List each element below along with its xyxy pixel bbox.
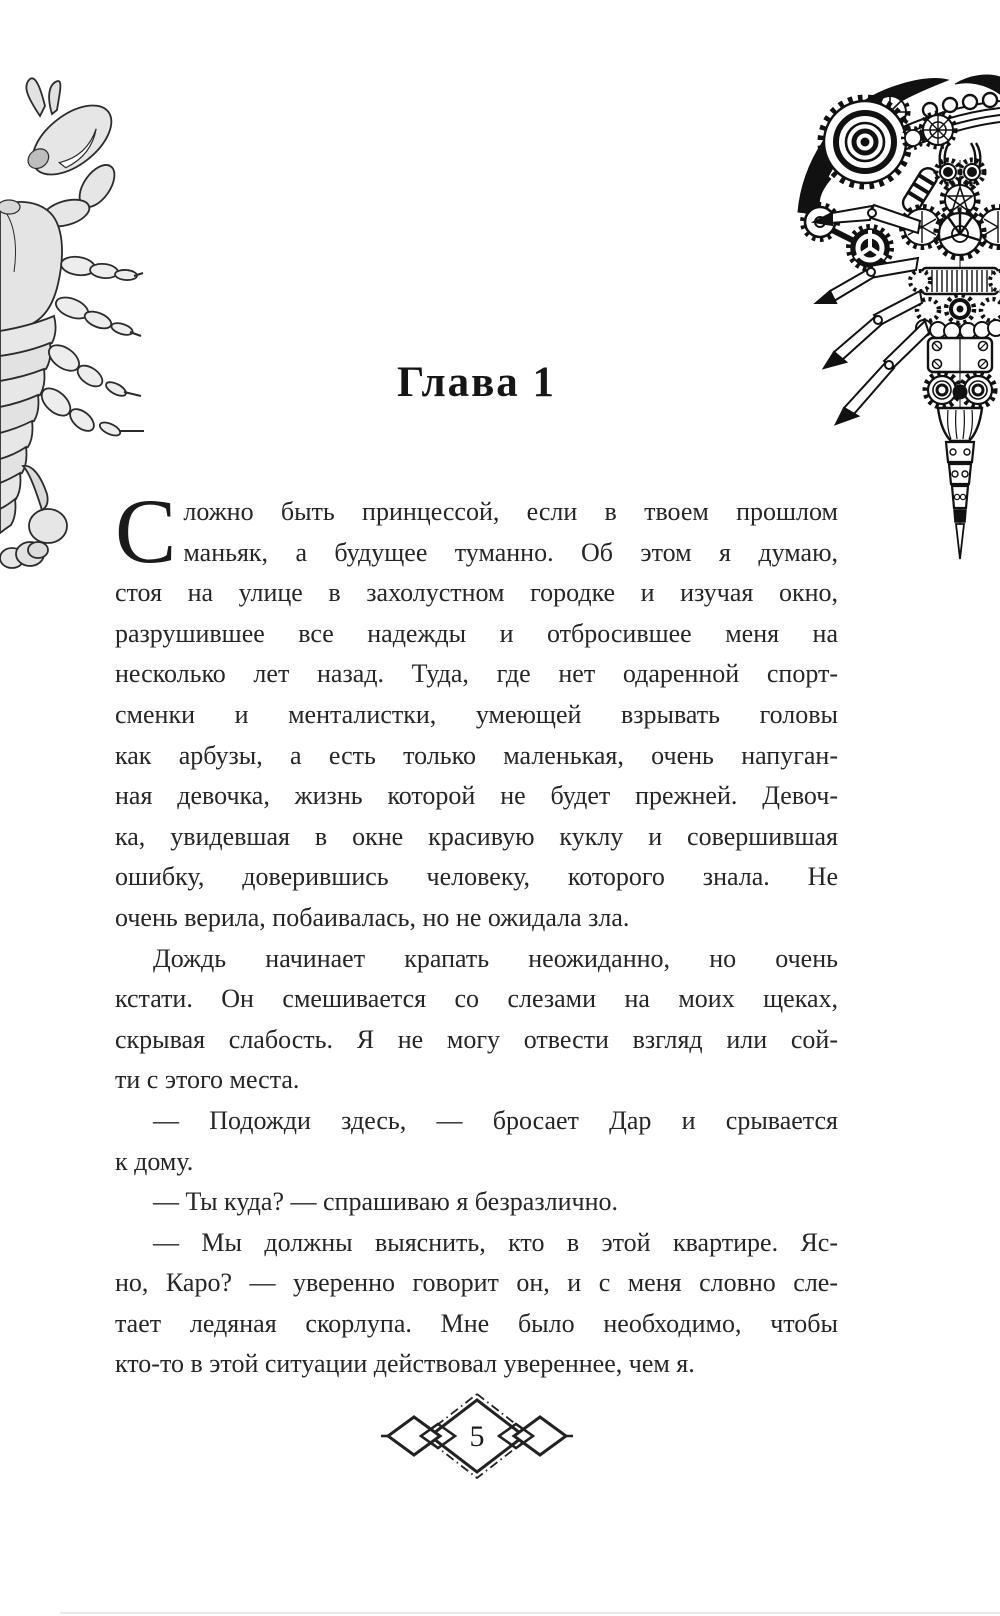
text-line: очень верила, побаивалась, но не ожидала зла. bbox=[115, 902, 630, 932]
text-line: разрушившее все надежды и отбросившее меня на bbox=[115, 618, 838, 648]
text-line: ошибку, доверившись человеку, которого знала. Не bbox=[115, 862, 838, 892]
paragraph bbox=[115, 1101, 838, 1182]
text-line: — Ты куда? — спрашиваю я безразлично. bbox=[153, 1187, 618, 1217]
text-line: тает ледяная скорлупа. Мне было необходимо, чтобы bbox=[115, 1308, 838, 1338]
chapter-title: Глава 1 bbox=[396, 359, 557, 406]
text-line: стоя на улице в захолустном городке и изучая окно, bbox=[115, 578, 838, 608]
text-line: маньяк, а будущее туманно. Об этом я думаю, bbox=[183, 537, 838, 567]
page-bottom-edge bbox=[60, 1612, 1000, 1614]
paragraph bbox=[115, 480, 838, 939]
text-line: ная девочка, жизнь которой не будет прежней. Девоч- bbox=[115, 781, 838, 811]
paragraph bbox=[115, 939, 838, 1101]
text-line: несколько лет назад. Туда, где нет одаренной спорт- bbox=[115, 659, 838, 689]
text-line: кто-то в этой ситуации действовал увереннее, чем я. bbox=[115, 1349, 695, 1379]
text-line: — Мы должны выяснить, кто в этой квартире. Яс- bbox=[153, 1227, 838, 1257]
drop-cap: С bbox=[115, 480, 177, 582]
text-line: скрывая слабость. Я не могу отвести взгляд или сой- bbox=[115, 1024, 838, 1054]
text-line: — Подожди здесь, — бросает Дар и срывается bbox=[153, 1105, 838, 1135]
paragraph bbox=[115, 1223, 838, 1385]
text-line: Дождь начинает крапать неожиданно, но очень bbox=[153, 943, 838, 973]
text-line: но, Каро? — уверенно говорит он, и с меня словно сле- bbox=[115, 1268, 838, 1298]
paragraph bbox=[115, 1182, 838, 1223]
text-line: ка, увидевшая в окне красивую куклу и совершившая bbox=[115, 821, 838, 851]
text-line: ти с этого места. bbox=[115, 1065, 300, 1095]
body-text bbox=[115, 480, 838, 1385]
text-line: ложно быть принцессой, если в твоем прошлом bbox=[183, 497, 838, 526]
text-line: кстати. Он смешивается со слезами на моих щеках, bbox=[115, 984, 838, 1014]
text-line: как арбузы, а есть только маленькая, очень напуган- bbox=[115, 740, 838, 770]
text-line: к дому. bbox=[115, 1146, 194, 1176]
page-number: 5 bbox=[469, 1420, 485, 1453]
text-line: сменки и менталистки, умеющей взрывать головы bbox=[115, 699, 838, 729]
